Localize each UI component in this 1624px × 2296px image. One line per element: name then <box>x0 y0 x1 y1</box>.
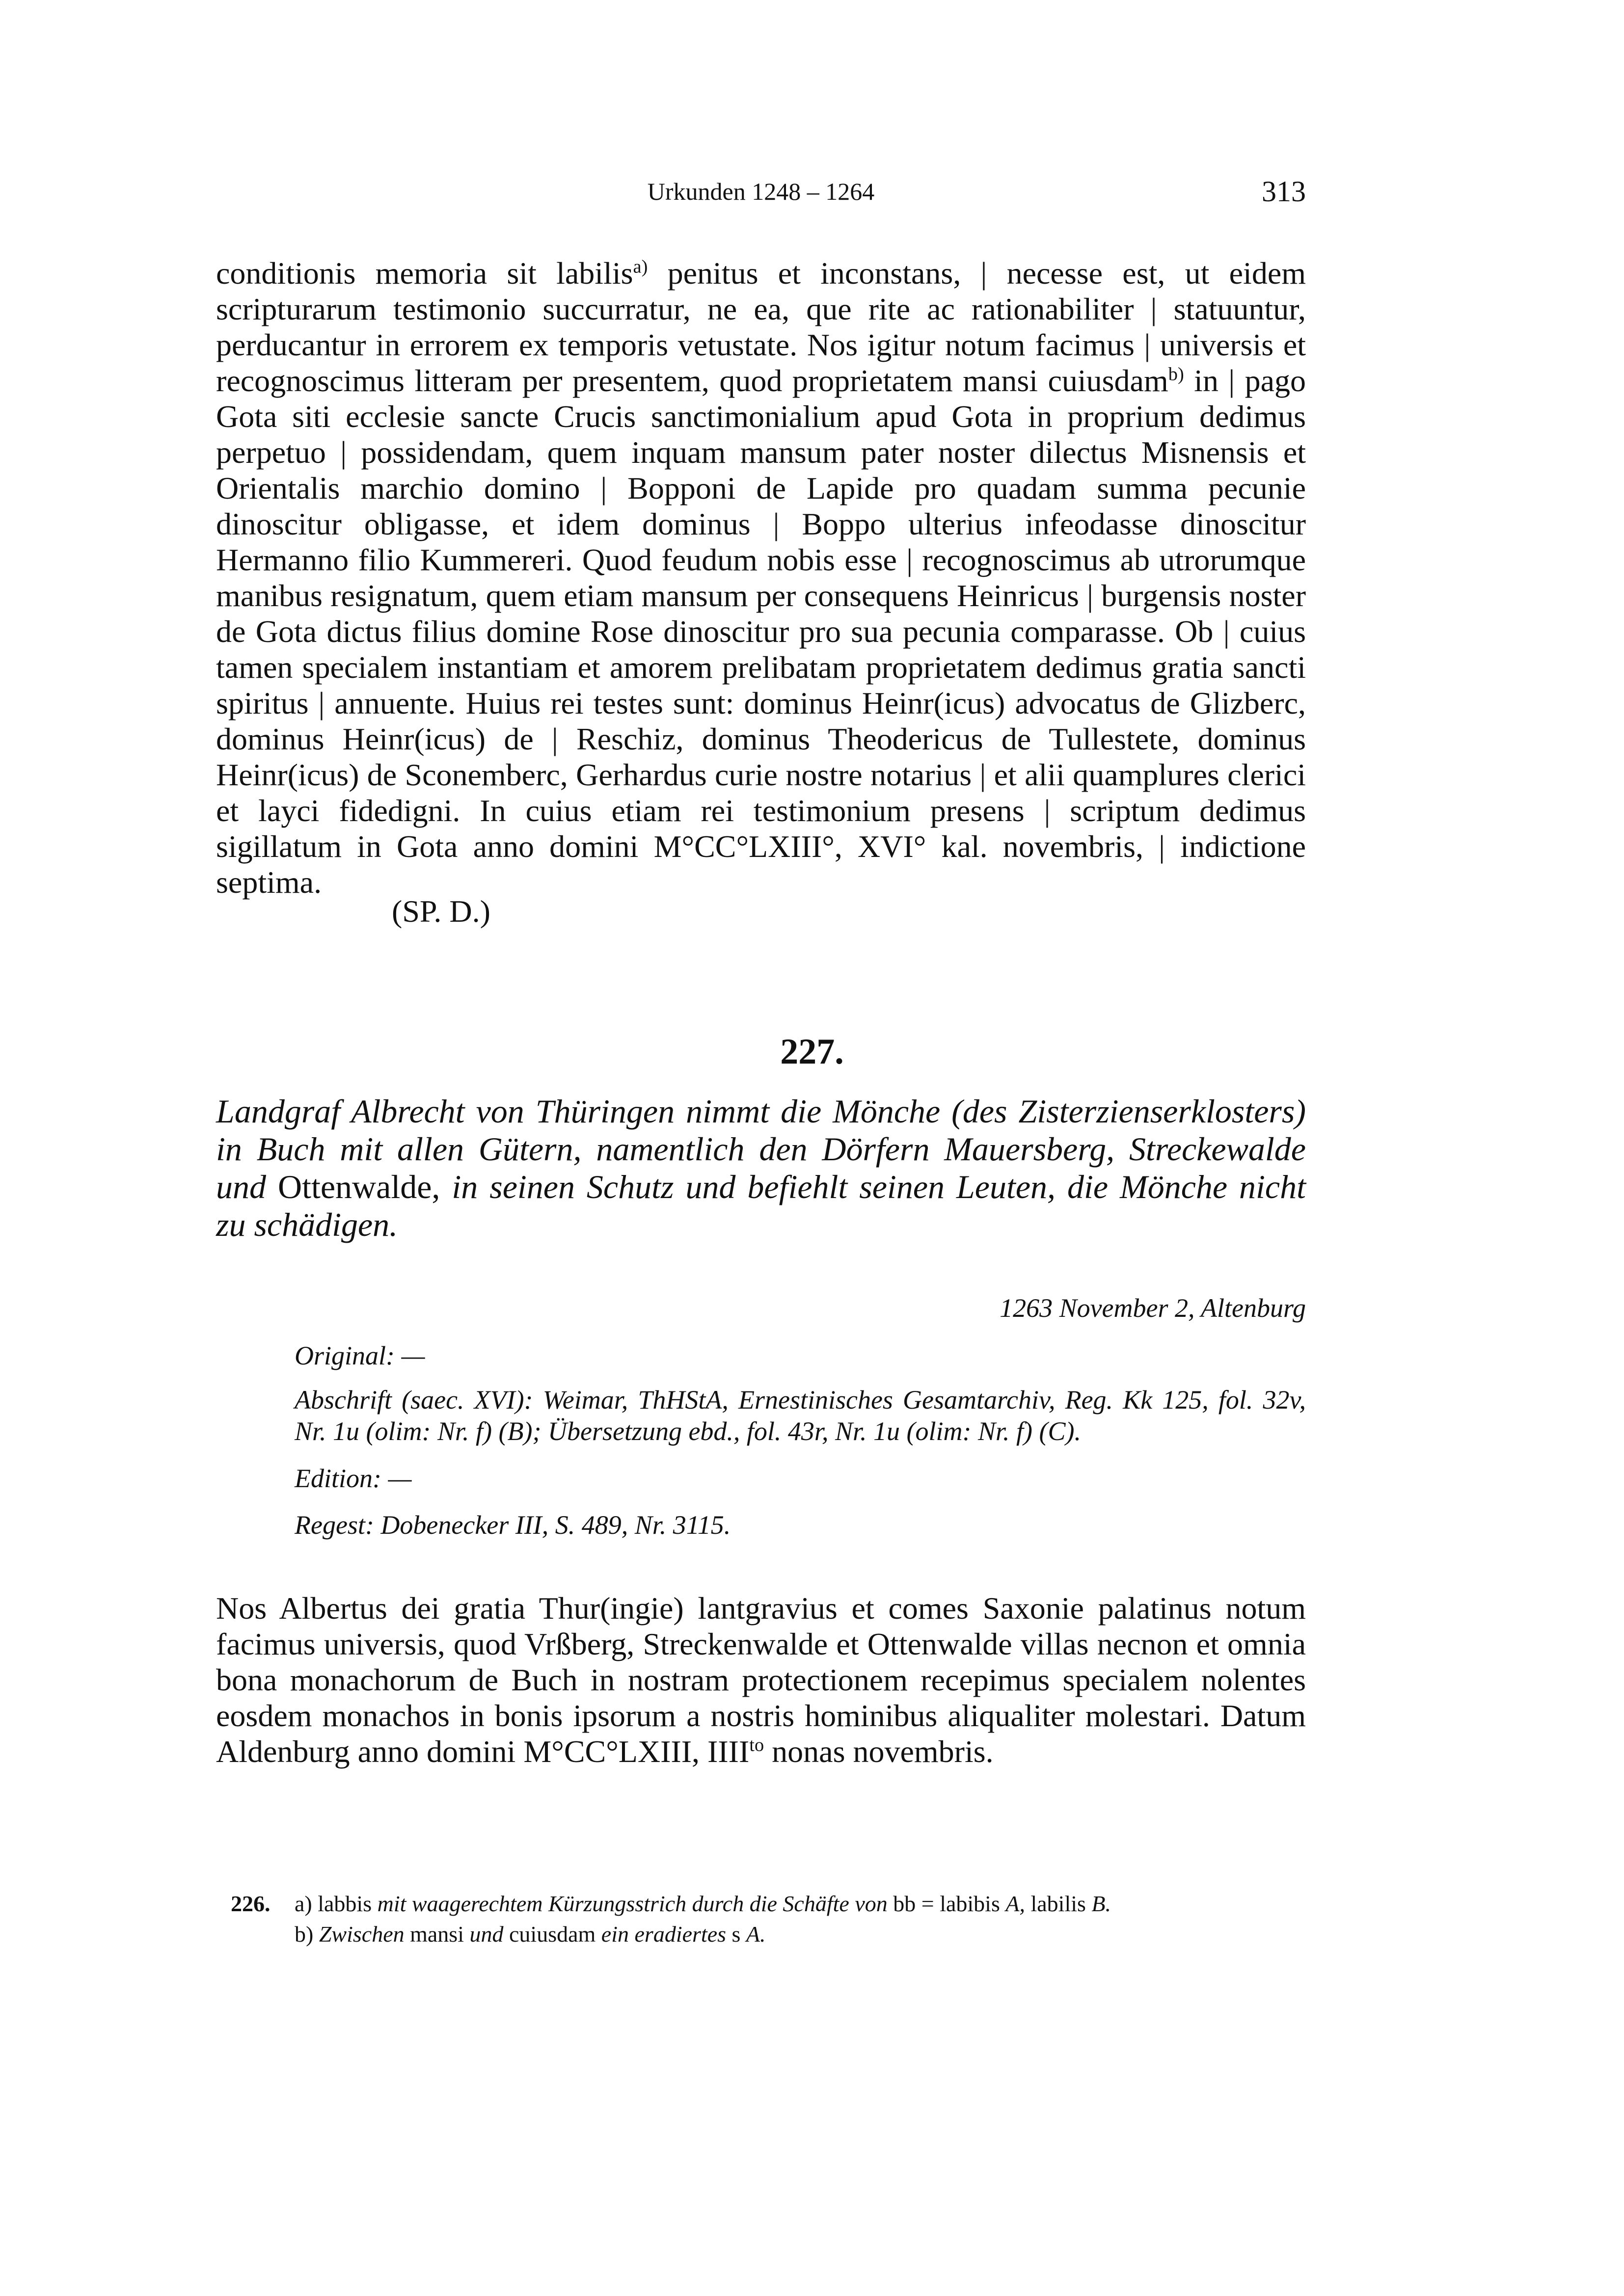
seal-note: (SP. D.) <box>392 894 490 929</box>
footnote-marker-a: a) <box>633 256 648 277</box>
date-place-line: 1263 November 2, Altenburg <box>1000 1293 1306 1323</box>
charter-227-text <box>216 1590 1306 1769</box>
footnote-a <box>231 1889 1306 1919</box>
footnote-text: cuiusdam <box>503 1922 601 1947</box>
running-head: Urkunden 1248 – 1264 <box>647 178 875 205</box>
footnote-text: labilis <box>1025 1891 1092 1916</box>
apparatus-regest: Regest: Dobenecker III, S. 489, Nr. 3115. <box>295 1510 731 1540</box>
footnote-doc-ref: 226. <box>231 1891 271 1916</box>
footnote-marker-b: b) <box>1168 364 1184 385</box>
superscript-abbreviation: to <box>749 1735 764 1756</box>
footnote-italic: B. <box>1091 1891 1111 1916</box>
footnote-text: b) <box>295 1922 319 1947</box>
regest-segment: in seinen Schutz und befiehlt seinen Leuten, die Mönche nicht zu schädigen. <box>216 1168 1306 1243</box>
text-segment: conditionis memoria sit labilis <box>216 256 633 291</box>
footnote-italic: mit waagerechtem Kürzungsstrich durch die Schäfte von <box>377 1891 888 1916</box>
footnote-text: s <box>726 1922 746 1947</box>
footnote-b <box>231 1919 1306 1949</box>
footnote-italic: ein eradiertes <box>601 1922 727 1947</box>
text-segment: in | pago Gota siti ecclesie sancte Crucis sanctimonialium apud Gota in proprium dedimus perpetuo | possidendam, quem inquam mansum pater noster dilectus Misnensis et Orientalis marchio domino | Bopponi de Lapide pro quadam summa pecunie dinoscitur obligasse, et idem dominus | Boppo ulterius infeodasse dinoscitur Hermanno filio Kummereri. Quod feudum nobis esse | recognoscimus ab utrorumque manibus resignatum, quem etiam mansum per consequens Heinricus | burgensis noster de Gota dictus filius domine Rose dinoscitur pro sua pecunia comparasse. Ob | cuius tamen specialem instantiam et amorem prelibatam proprietatem dedimus gratia sancti spiritus | annuente. Huius rei testes sunt: dominus Heinr(icus) advocatus de Glizberc, dominus Heinr(icus) de | Reschiz, dominus Theodericus de Tullestete, dominus Heinr(icus) de Sconemberc, Gerhardus curie nostre notarius | et alii quamplures clerici et layci fidedigni. In cuius etiam rei testimonium presens | scriptum dedimus sigillatum in Gota anno domini M°CC°LXIII°, XVI° kal. novembris, | indictione septima. <box>216 363 1306 900</box>
regest-roman-segment: Ottenwalde, <box>277 1168 440 1205</box>
text-segment: Nos Albertus dei gratia Thur(ingie) lantgravius et comes Saxonie palatinus notum facimus universis, quod Vrßberg, Streckenwalde et Ottenwalde villas necnon et omnia bona monachorum de Buch in nostram protectionem recepimus specialem nolentes eosdem monachos in bonis ipsorum a nostris hominibus aliqualiter molestari. Datum Aldenburg anno domini M°CC°LXIII, IIII <box>216 1591 1306 1769</box>
footnote-italic: und <box>469 1922 504 1947</box>
footnote-italic: A, <box>1005 1891 1025 1916</box>
page-header <box>216 174 1306 209</box>
text-segment: penitus et inconstans, | necesse est, ut eidem scripturarum testimonio succurratur, ne ea, que rite ac rationabiliter | statuuntur, perducantur in errorem ex temporis vetustate. Nos igitur notum facimus | universis et recognoscimus litteram per presentem, quod proprietatem mansi cuiusdam <box>216 256 1306 398</box>
footnote-italic: A. <box>746 1922 766 1947</box>
apparatus-edition: Edition: — <box>295 1464 412 1493</box>
charter-226-text <box>216 255 1306 900</box>
footnote-text: mansi <box>404 1922 470 1947</box>
document-number: 227. <box>780 1032 844 1072</box>
regest-segment: Landgraf Albrecht von Thüringen nimmt die Mönche (des Zisterzienserklosters) in Buch mit allen Gütern, namentlich den Dörfern Mauersberg, Streckewalde und <box>216 1093 1306 1205</box>
footnotes <box>231 1889 1306 1949</box>
text-segment: nonas novembris. <box>764 1734 994 1769</box>
regest-summary <box>216 1093 1306 1244</box>
page-number: 313 <box>1262 175 1306 208</box>
footnote-text: a) labbis <box>295 1891 378 1916</box>
apparatus-original: Original: — <box>295 1341 425 1370</box>
footnote-text: bb = labibis <box>887 1891 1006 1916</box>
apparatus-copy: Abschrift (saec. XVI): Weimar, ThHStA, Ernestinisches Gesamtarchiv, Reg. Kk 125, fol. 32v, Nr. 1u (olim: Nr. f) (B); Übersetzung ebd., fol. 43r, Nr. 1u (olim: Nr. f) (C). <box>295 1385 1306 1446</box>
footnote-italic: Zwischen <box>319 1922 405 1947</box>
